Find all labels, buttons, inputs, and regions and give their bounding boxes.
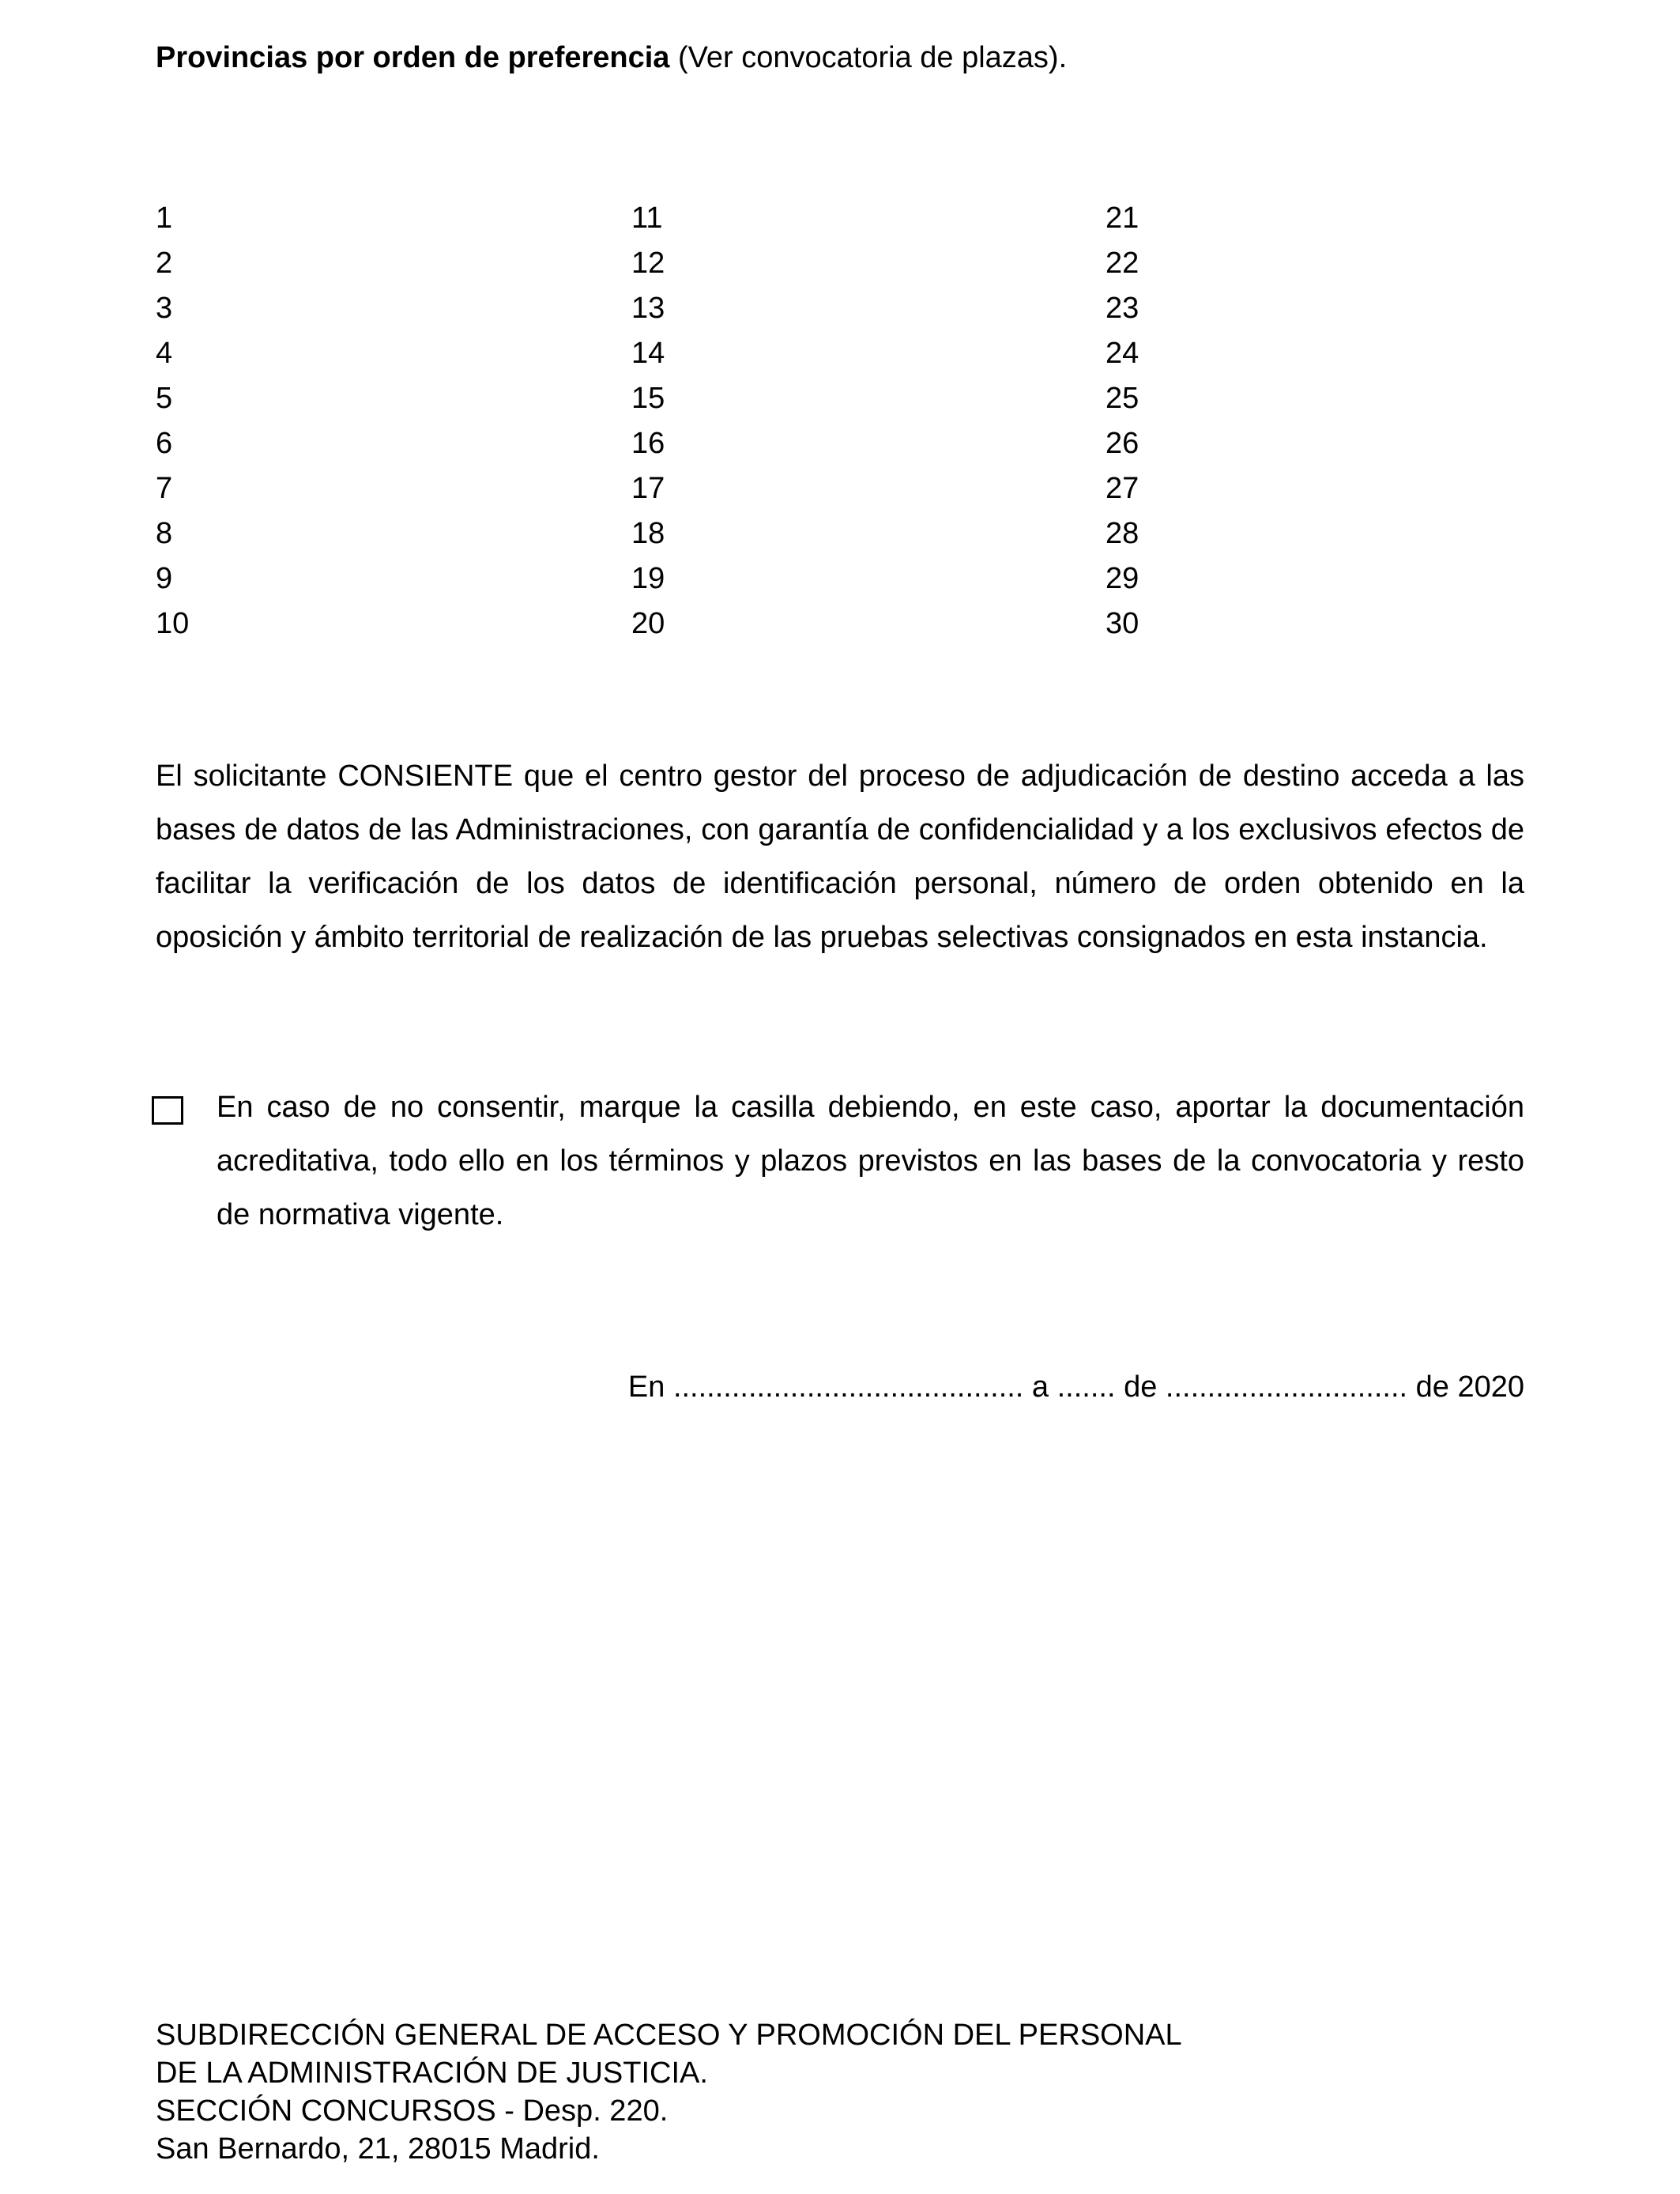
preference-number: 15 [631,382,665,415]
preference-number: 12 [631,247,665,280]
preference-column-2 [631,196,665,647]
preference-number: 10 [156,607,190,640]
preference-number: 1 [156,202,173,235]
preference-number: 3 [156,292,173,325]
footer-line-3: SECCIÓN CONCURSOS - Desp. 220. [156,2094,669,2128]
heading-bold-text: Provincias por orden de preferencia [156,41,670,74]
preference-number: 29 [1106,562,1139,595]
preference-number: 26 [1106,427,1139,460]
preference-column-1 [156,196,189,647]
preference-number: 13 [631,292,665,325]
footer-line-1: SUBDIRECCIÓN GENERAL DE ACCESO Y PROMOCIÓN DEL PERSONAL [156,2019,1182,2052]
preference-number: 19 [631,562,665,595]
preference-number: 8 [156,517,173,550]
heading-note-text: (Ver convocatoria de plazas). [669,41,1068,74]
preference-column-3 [1106,196,1139,647]
preference-number: 24 [1106,337,1139,370]
footer-line-2: DE LA ADMINISTRACIÓN DE JUSTICIA. [156,2056,708,2090]
preference-number: 6 [156,427,173,460]
preference-number: 14 [631,337,665,370]
footer-address [156,2016,1182,2168]
no-consent-text: En caso de no consentir, marque la casilla debiendo, en este caso, aportar la documentación acreditativa, todo ello en los términos y plazos previstos en las bases de la convocatoria y resto de normativa vigente. [217,1091,1524,1231]
preference-number: 17 [631,472,665,505]
section-heading [156,38,1067,77]
place-date-line: En .......................................... a ....... de ............................. de 2020 [627,1370,1524,1404]
no-consent-checkbox[interactable] [152,1096,183,1125]
preference-number: 16 [631,427,665,460]
preference-number-grid [0,196,1680,654]
preference-number: 5 [156,382,173,415]
preference-number: 25 [1106,382,1139,415]
preference-number: 18 [631,517,665,550]
preference-number: 20 [631,607,665,640]
preference-number: 4 [156,337,173,370]
consent-paragraph: El solicitante CONSIENTE que el centro gestor del proceso de adjudicación de destino acceda a las bases de datos de las Administraciones, con garantía de confidencialidad y a los exclusivos efectos de facilitar la verificación de los datos de identificación personal, número de orden obtenido en la oposición y ámbito territorial de realización de las pruebas selectivas consignados en esta instancia. [156,760,1524,954]
preference-number: 30 [1106,607,1139,640]
preference-number: 27 [1106,472,1139,505]
footer-line-4: San Bernardo, 21, 28015 Madrid. [156,2132,600,2166]
preference-number: 9 [156,562,173,595]
preference-number: 2 [156,247,173,280]
preference-number: 28 [1106,517,1139,550]
preference-number: 22 [1106,247,1139,280]
preference-number: 7 [156,472,173,505]
preference-number: 23 [1106,292,1139,325]
preference-number: 21 [1106,202,1139,235]
preference-number: 11 [631,202,663,235]
